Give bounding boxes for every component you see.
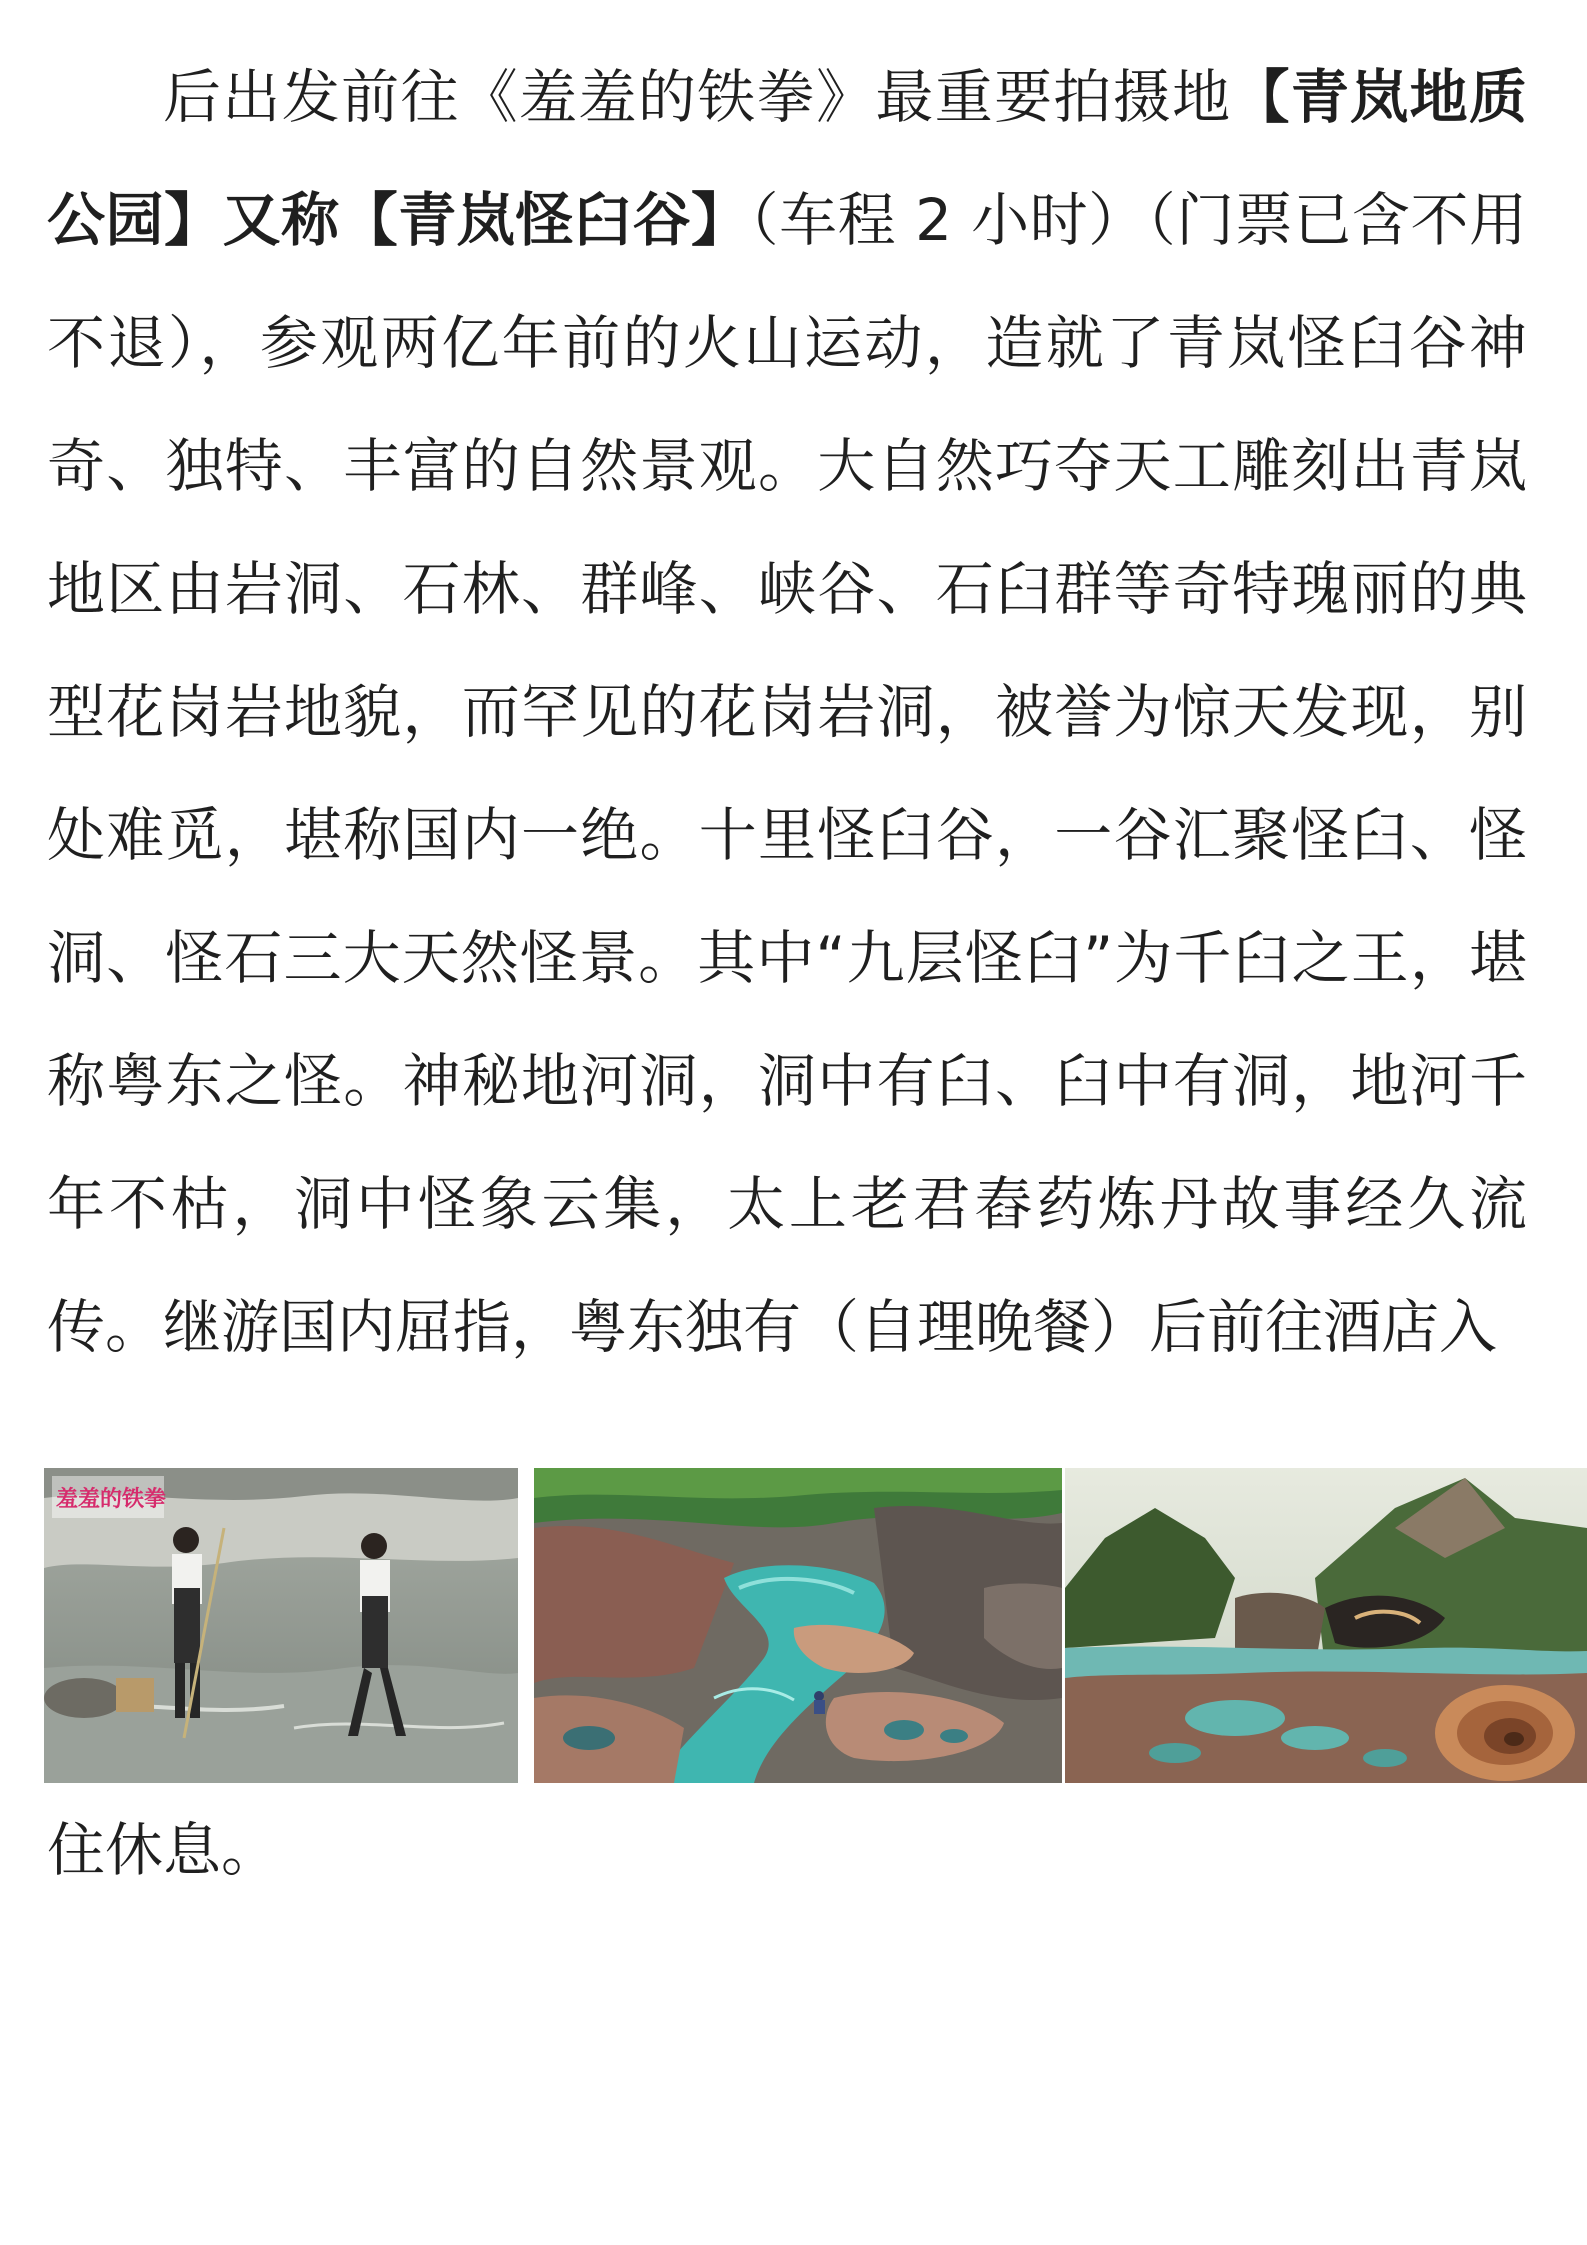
stone-mortar-photo: [1065, 1468, 1587, 1783]
description-paragraph: [47, 36, 1527, 1389]
intro-text: 后出发前往《羞羞的铁拳》最重要拍摄地: [163, 63, 1232, 131]
movie-logo: 羞羞的铁拳: [56, 1486, 167, 1511]
ending-text: 住休息。: [47, 1816, 280, 1884]
movie-still-photo: [44, 1468, 518, 1783]
destination-name: 【青岚地质公园】又称【青岚怪臼谷】: [47, 63, 1527, 254]
photo-gallery: [0, 1468, 1587, 1783]
rock-river-photo: [534, 1468, 1062, 1783]
body-text: （车程 2 小时）（门票已含不用不退），参观两亿年前的火山运动，造就了青岚怪臼谷神奇、独特、丰富的自然景观。大自然巧夺天工雕刻出青岚地区由岩洞、石林、群峰、峡谷、石臼群等奇特瑰丽的典型花岗岩地貌，而罕见的花岗岩洞，被誉为惊天发现，别处难觅，堪称国内一绝。十里怪臼谷，一谷汇聚怪臼、怪洞、怪石三大天然怪景。其中“九层怪臼”为千臼之王，堪称粤东之怪。神秘地河洞，洞中有臼、臼中有洞，地河千年不枯，洞中怪象云集，太上老君舂药炼丹故事经久流传。继游国内屈指，粤东独有（自理晚餐）后前往酒店入: [47, 186, 1527, 1361]
